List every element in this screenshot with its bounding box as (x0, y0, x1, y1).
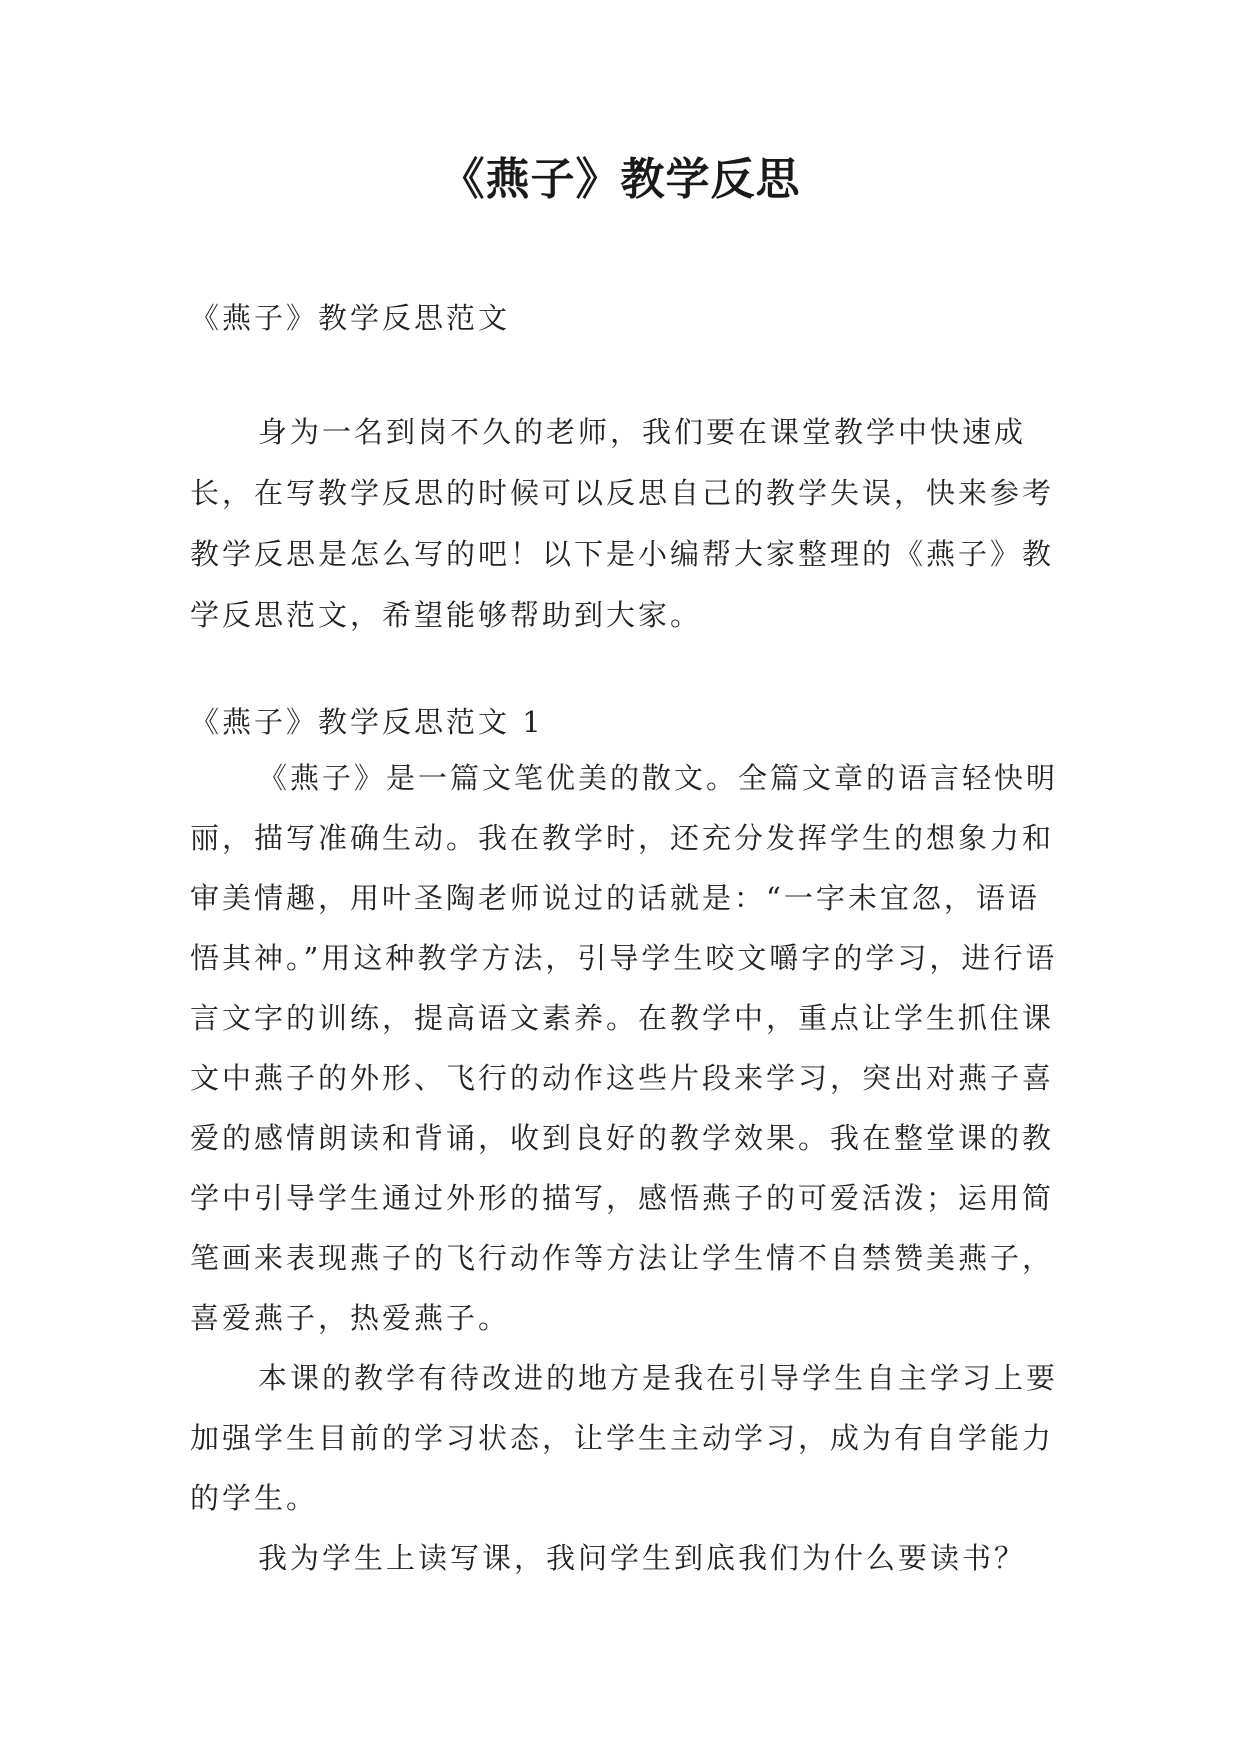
body-paragraph: 本课的教学有待改进的地方是我在引导学生自主学习上要加强学生目前的学习状态，让学生主动学习，成为有自学能力的学生。 (190, 1361, 1059, 1515)
section-heading: 《燕子》教学反思范文 1 (190, 705, 544, 739)
section-body (190, 748, 1066, 1588)
body-paragraph: 《燕子》是一篇文笔优美的散文。全篇文章的语言轻快明丽，描写准确生动。我在教学时，还充分发挥学生的想象力和审美情趣，用叶圣陶老师说过的话就是：“一字未宜忽，语语悟其神。”用这种教学方法，引导学生咬文嚼字的学习，进行语言文字的训练，提高语文素养。在教学中，重点让学生抓住课文中燕子的外形、飞行的动作这些片段来学习，突出对燕子喜爱的感情朗读和背诵，收到良好的教学效果。我在整堂课的教学中引导学生通过外形的描写，感悟燕子的可爱活泼；运用简笔画来表现燕子的飞行动作等方法让学生情不自禁赞美燕子，喜爱燕子，热爱燕子。 (190, 761, 1059, 1335)
document-subtitle: 《燕子》教学反思范文 (190, 301, 511, 335)
body-paragraph: 我为学生上读写课，我问学生到底我们为什么要读书？ (258, 1541, 1027, 1575)
intro-paragraph: 身为一名到岗不久的老师，我们要在课堂教学中快速成长，在写教学反思的时候可以反思自己的教学失误，快来参考教学反思是怎么写的吧！以下是小编帮大家整理的《燕子》教学反思范文，希望能够帮助到大家。 (190, 415, 1055, 632)
document-title: 《燕子》教学反思 (440, 154, 801, 205)
